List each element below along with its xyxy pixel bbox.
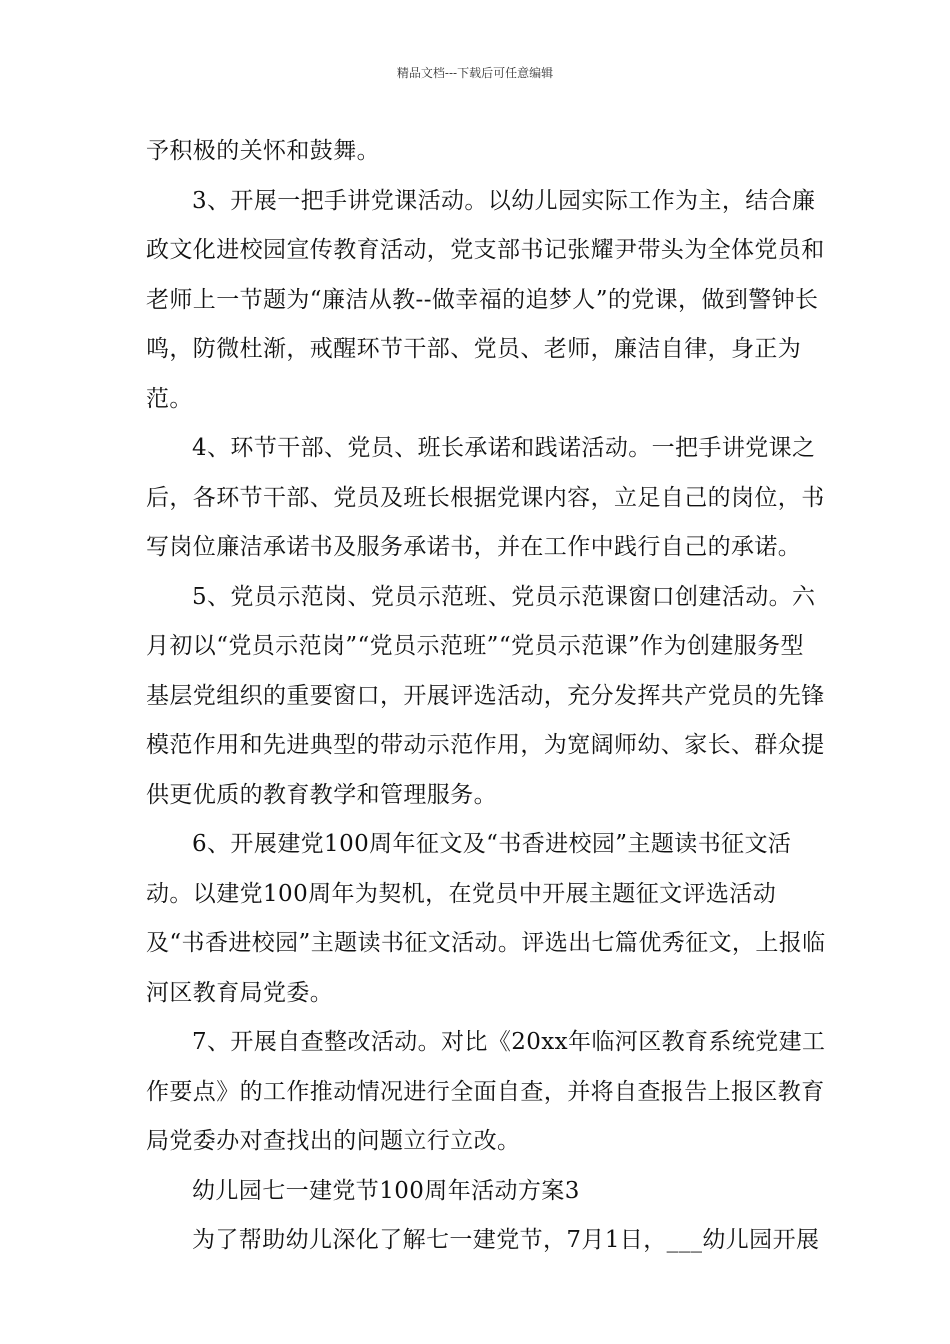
paragraph-item-5: 5、党员示范岗、党员示范班、党员示范课窗口创建活动。六月初以“党员示范岗”“党员示范班”“党员示范课”作为创建服务型基层党组织的重要窗口，开展评选活动，充分发挥共产党员的先锋模范作用和先进典型的带动示范作用，为宽阔师幼、家长、群众提供更优质的教育教学和管理服务。 [146, 583, 825, 808]
paragraph-item-3: 3、开展一把手讲党课活动。以幼儿园实际工作为主，结合廉政文化进校园宣传教育活动，党支部书记张耀尹带头为全体党员和老师上一节题为“廉洁从教--做幸福的追梦人”的党课，做到警钟长鸣，防微杜渐，戒醒环节干部、党员、老师，廉洁自律，身正为范。 [146, 187, 825, 412]
paragraph-continuation: 予积极的关怀和鼓舞。 [146, 138, 380, 164]
paragraph-intro: 为了帮助幼儿深化了解七一建党节，7月1日，___幼儿园开展 [192, 1227, 820, 1253]
section-heading: 幼儿园七一建党节100周年活动方案3 [192, 1177, 580, 1204]
paragraph-item-7: 7、开展自查整改活动。对比《20xx年临河区教育系统党建工作要点》的工作推动情况进行全面自查，并将自查报告上报区教育局党委办对查找出的问题立行立改。 [146, 1029, 826, 1154]
page-header: 精品文档---下载后可任意编辑 [396, 66, 554, 80]
document-body [146, 127, 826, 1266]
paragraph-item-4: 4、环节干部、党员、班长承诺和践诺活动。一把手讲党课之后，各环节干部、党员及班长根据党课内容，立足自己的岗位，书写岗位廉洁承诺书及服务承诺书，并在工作中践行自己的承诺。 [146, 435, 825, 560]
paragraph-item-6: 6、开展建党100周年征文及“书香进校园”主题读书征文活动。以建党100周年为契机，在党员中开展主题征文评选活动及“书香进校园”主题读书征文活动。评选出七篇优秀征文，上报临河区教育局党委。 [146, 831, 826, 1006]
